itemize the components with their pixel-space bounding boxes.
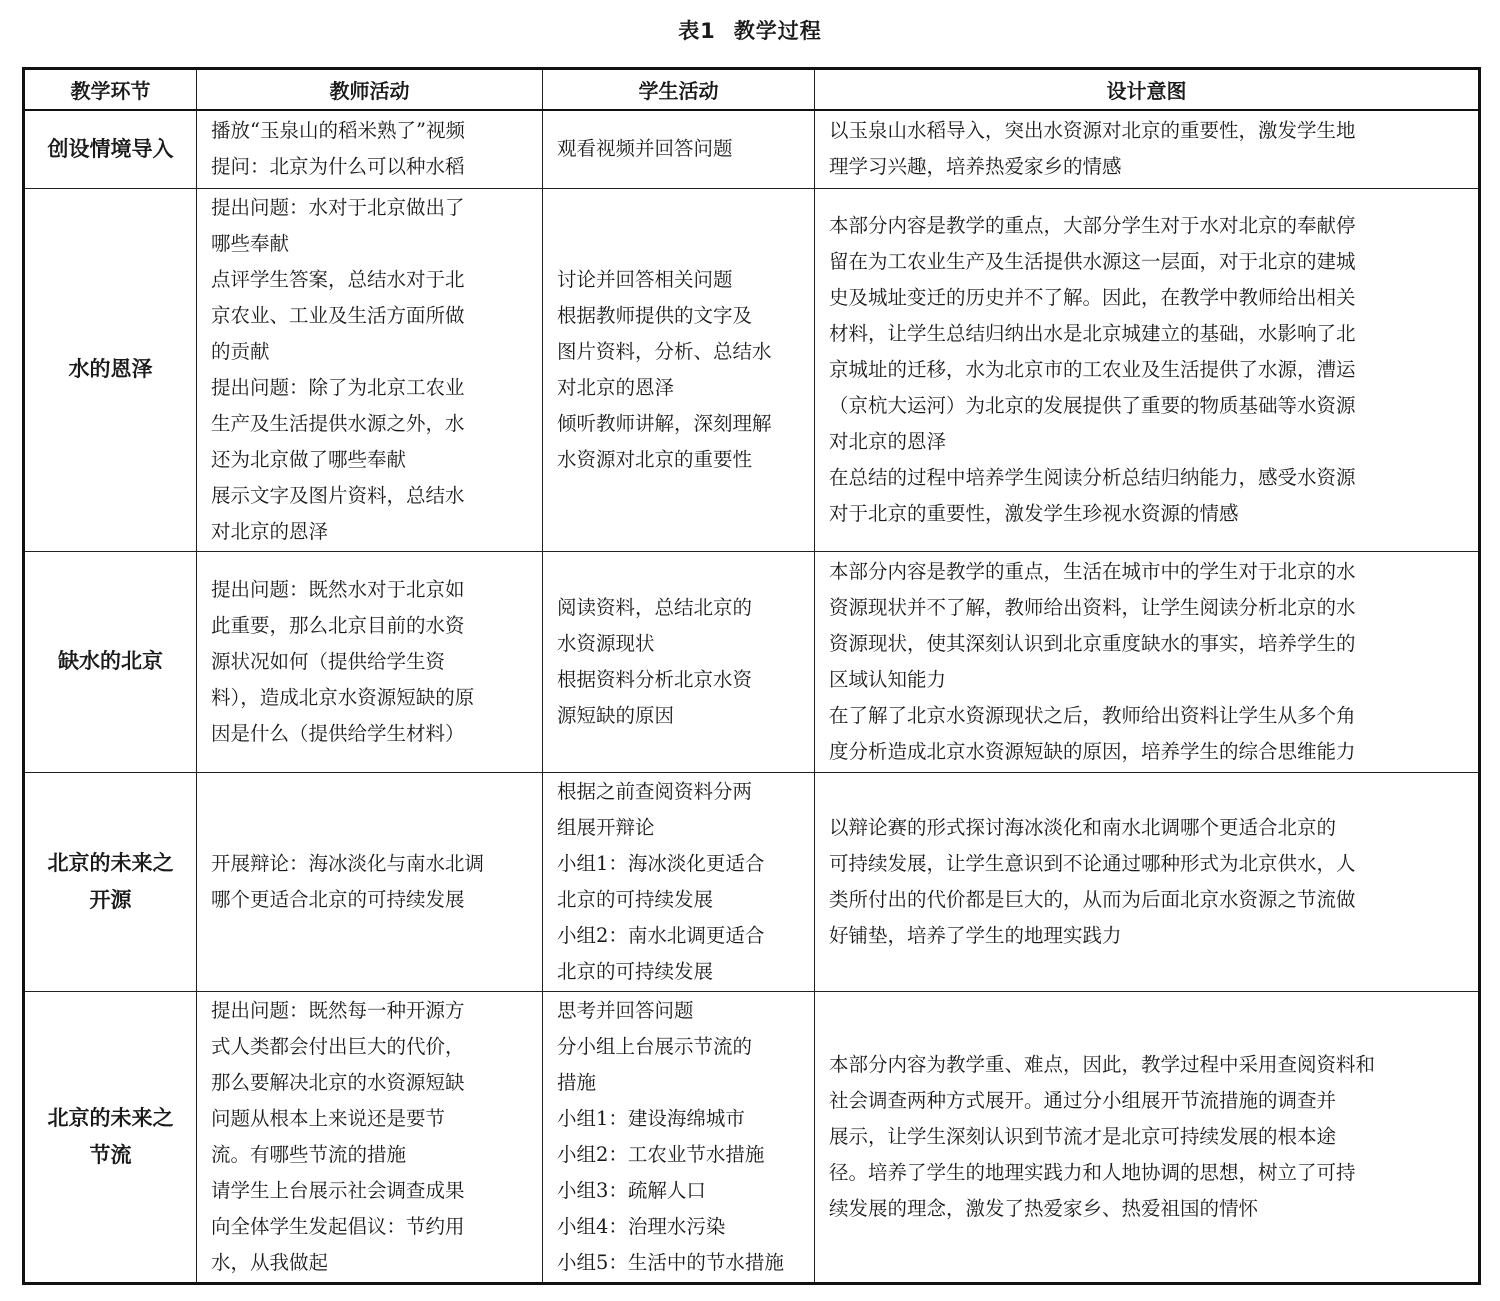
student-activity-cell: [543, 991, 815, 1283]
table-row: [24, 551, 1480, 772]
cell-text-line: 哪个更适合北京的可持续发展: [211, 887, 465, 911]
teacher-activity-cell: [197, 551, 543, 772]
cell-text-line: 倾听教师讲解，深刻理解: [557, 411, 772, 435]
cell-text-line: 北京的未来之: [47, 1105, 174, 1130]
cell-text-line: 资源现状，使其深刻认识到北京重度缺水的事实，培养学生的: [829, 631, 1356, 655]
cell-text-line: 小组5：生活中的节水措施: [557, 1250, 784, 1274]
table-title: 教学过程: [733, 19, 822, 43]
design-intent-cell: [815, 991, 1480, 1283]
cell-text-line: 小组2：南水北调更适合: [557, 923, 765, 947]
cell-text-line: 图片资料，分析、总结水: [557, 339, 772, 363]
cell-text-line: 播放“玉泉山的稻米熟了”视频: [211, 119, 465, 143]
cell-text-line: 在了解了北京水资源现状之后，教师给出资料让学生从多个角: [829, 703, 1356, 727]
cell-text-line: 留在为工农业生产及生活提供水源这一层面，对于北京的建城: [829, 249, 1356, 273]
table-row: [24, 772, 1480, 991]
header-stage: 教学环节: [24, 69, 197, 111]
design-intent-cell: [815, 551, 1480, 772]
cell-text-line: 思考并回答问题: [557, 998, 694, 1022]
cell-text-line: 可持续发展，让学生意识到不论通过哪种形式为北京供水，人: [829, 851, 1356, 875]
cell-text-line: 社会调查两种方式展开。通过分小组展开节流措施的调查并: [829, 1088, 1337, 1112]
cell-text-line: 点评学生答案，总结水对于北: [211, 267, 465, 291]
stage-cell: [24, 188, 197, 551]
cell-text-line: （京杭大运河）为北京的发展提供了重要的物质基础等水资源: [829, 393, 1356, 417]
design-intent-cell: [815, 188, 1480, 551]
table-header: [24, 69, 1480, 111]
cell-text-line: 分小组上台展示节流的: [557, 1034, 753, 1058]
cell-text-line: 小组2：工农业节水措施: [557, 1142, 765, 1166]
cell-text-line: 措施: [557, 1070, 597, 1094]
cell-text-line: 的贡献: [211, 339, 270, 363]
cell-text-line: 水的恩泽: [68, 357, 153, 381]
teacher-activity-cell: [197, 188, 543, 551]
table-row: [24, 188, 1480, 551]
cell-text-line: 水资源现状: [557, 631, 655, 655]
teacher-activity-cell: [197, 991, 543, 1283]
cell-text-line: 史及城址变迁的历史并不了解。因此，在教学中教师给出相关: [829, 285, 1356, 309]
cell-text-line: 在总结的过程中培养学生阅读分析总结归纳能力，感受水资源: [829, 465, 1356, 489]
cell-text-line: 北京的可持续发展: [557, 887, 714, 911]
table-row: [24, 110, 1480, 188]
cell-text-line: 对北京的恩泽: [829, 429, 947, 453]
cell-text-line: 小组3：疏解人口: [557, 1178, 706, 1202]
cell-text-line: 对北京的恩泽: [211, 519, 329, 543]
table-row: [24, 991, 1480, 1283]
cell-text-line: 阅读资料，总结北京的: [557, 595, 753, 619]
cell-text-line: 京城址的迁移，水为北京市的工农业及生活提供了水源，漕运: [829, 357, 1356, 381]
cell-text-line: 京农业、工业及生活方面所做: [211, 303, 465, 327]
cell-text-line: 讨论并回答相关问题: [557, 267, 733, 291]
cell-text-line: 开源: [89, 887, 132, 912]
cell-text-line: 式人类都会付出巨大的代价，: [211, 1034, 465, 1058]
cell-text-line: 续发展的理念，激发了热爱家乡、热爱祖国的情怀: [829, 1196, 1259, 1220]
cell-text-line: 理学习兴趣，培养热爱家乡的情感: [829, 155, 1122, 179]
student-activity-cell: [543, 110, 815, 188]
cell-text-line: 开展辩论：海冰淡化与南水北调: [211, 851, 485, 875]
design-intent-cell: [815, 772, 1480, 991]
cell-text-line: 根据之前查阅资料分两: [557, 779, 753, 803]
cell-text-line: 生产及生活提供水源之外，水: [211, 411, 465, 435]
table-caption: [0, 14, 1500, 48]
cell-text-line: 材料，让学生总结归纳出水是北京城建立的基础，水影响了北: [829, 321, 1356, 345]
cell-text-line: 展示文字及图片资料，总结水: [211, 483, 465, 507]
cell-text-line: 提出问题：既然每一种开源方: [211, 998, 465, 1022]
cell-text-line: 问题从根本上来说还是要节: [211, 1106, 446, 1130]
cell-text-line: 小组4：治理水污染: [557, 1214, 726, 1238]
cell-text-line: 根据资料分析北京水资: [557, 667, 753, 691]
student-activity-cell: [543, 188, 815, 551]
cell-text-line: 以辩论赛的形式探讨海冰淡化和南水北调哪个更适合北京的: [829, 815, 1337, 839]
cell-text-line: 本部分内容是教学的重点，大部分学生对于水对北京的奉献停: [829, 213, 1356, 237]
header-student-activity: 学生活动: [543, 69, 815, 111]
cell-text-line: 提出问题：除了为北京工农业: [211, 375, 465, 399]
cell-text-line: 水，从我做起: [211, 1250, 329, 1274]
header-row: [24, 69, 1480, 111]
teacher-activity-cell: [197, 772, 543, 991]
cell-text-line: 源短缺的原因: [557, 703, 675, 727]
cell-text-line: 创设情境导入: [47, 136, 174, 161]
teacher-activity-cell: [197, 110, 543, 188]
cell-text-line: 那么要解决北京的水资源短缺: [211, 1070, 465, 1094]
cell-text-line: 节流: [89, 1142, 132, 1167]
teaching-process-table: [22, 67, 1481, 1285]
stage-cell: [24, 991, 197, 1283]
cell-text-line: 向全体学生发起倡议：节约用: [211, 1214, 465, 1238]
cell-text-line: 北京的可持续发展: [557, 959, 714, 983]
cell-text-line: 资源现状并不了解，教师给出资料，让学生阅读分析北京的水: [829, 595, 1356, 619]
cell-text-line: 流。有哪些节流的措施: [211, 1142, 407, 1166]
cell-text-line: 组展开辩论: [557, 815, 655, 839]
table-number: 表1: [678, 19, 716, 43]
cell-text-line: 对于北京的重要性，激发学生珍视水资源的情感: [829, 501, 1239, 525]
cell-text-line: 对北京的恩泽: [557, 375, 675, 399]
cell-text-line: 本部分内容是教学的重点，生活在城市中的学生对于北京的水: [829, 559, 1356, 583]
cell-text-line: 小组1：建设海绵城市: [557, 1106, 745, 1130]
student-activity-cell: [543, 551, 815, 772]
cell-text-line: 还为北京做了哪些奉献: [211, 447, 407, 471]
cell-text-line: 类所付出的代价都是巨大的，从而为后面北京水资源之节流做: [829, 887, 1356, 911]
cell-text-line: 哪些奉献: [211, 231, 290, 255]
cell-text-line: 小组1：海冰淡化更适合: [557, 851, 765, 875]
stage-cell: [24, 551, 197, 772]
cell-text-line: 本部分内容为教学重、难点，因此，教学过程中采用查阅资料和: [829, 1052, 1376, 1076]
cell-text-line: 料），造成北京水资源短缺的原: [211, 685, 475, 709]
cell-text-line: 缺水的北京: [58, 649, 163, 673]
cell-text-line: 展示，让学生深刻认识到节流才是北京可持续发展的根本途: [829, 1124, 1337, 1148]
stage-cell: [24, 772, 197, 991]
cell-text-line: 北京的未来之: [47, 850, 174, 875]
cell-text-line: 提出问题：既然水对于北京如: [211, 577, 465, 601]
stage-cell: [24, 110, 197, 188]
design-intent-cell: [815, 110, 1480, 188]
cell-text-line: 区域认知能力: [829, 667, 947, 691]
student-activity-cell: [543, 772, 815, 991]
cell-text-line: 以玉泉山水稻导入，突出水资源对北京的重要性，激发学生地: [829, 119, 1356, 143]
cell-text-line: 根据教师提供的文字及: [557, 303, 753, 327]
cell-text-line: 提问：北京为什么可以种水稻: [211, 155, 465, 179]
table-body: [24, 110, 1480, 1283]
cell-text-line: 观看视频并回答问题: [557, 137, 733, 161]
cell-text-line: 提出问题：水对于北京做出了: [211, 195, 465, 219]
cell-text-line: 径。培养了学生的地理实践力和人地协调的思想，树立了可持: [829, 1160, 1356, 1184]
header-teacher-activity: 教师活动: [197, 69, 543, 111]
cell-text-line: 度分析造成北京水资源短缺的原因，培养学生的综合思维能力: [829, 739, 1356, 763]
cell-text-line: 此重要，那么北京目前的水资: [211, 613, 465, 637]
cell-text-line: 请学生上台展示社会调查成果: [211, 1178, 465, 1202]
cell-text-line: 好铺垫，培养了学生的地理实践力: [829, 923, 1122, 947]
header-design-intent: 设计意图: [815, 69, 1480, 111]
cell-text-line: 水资源对北京的重要性: [557, 447, 753, 471]
cell-text-line: 源状况如何（提供给学生资: [211, 649, 446, 673]
cell-text-line: 因是什么（提供给学生材料）: [211, 721, 465, 745]
